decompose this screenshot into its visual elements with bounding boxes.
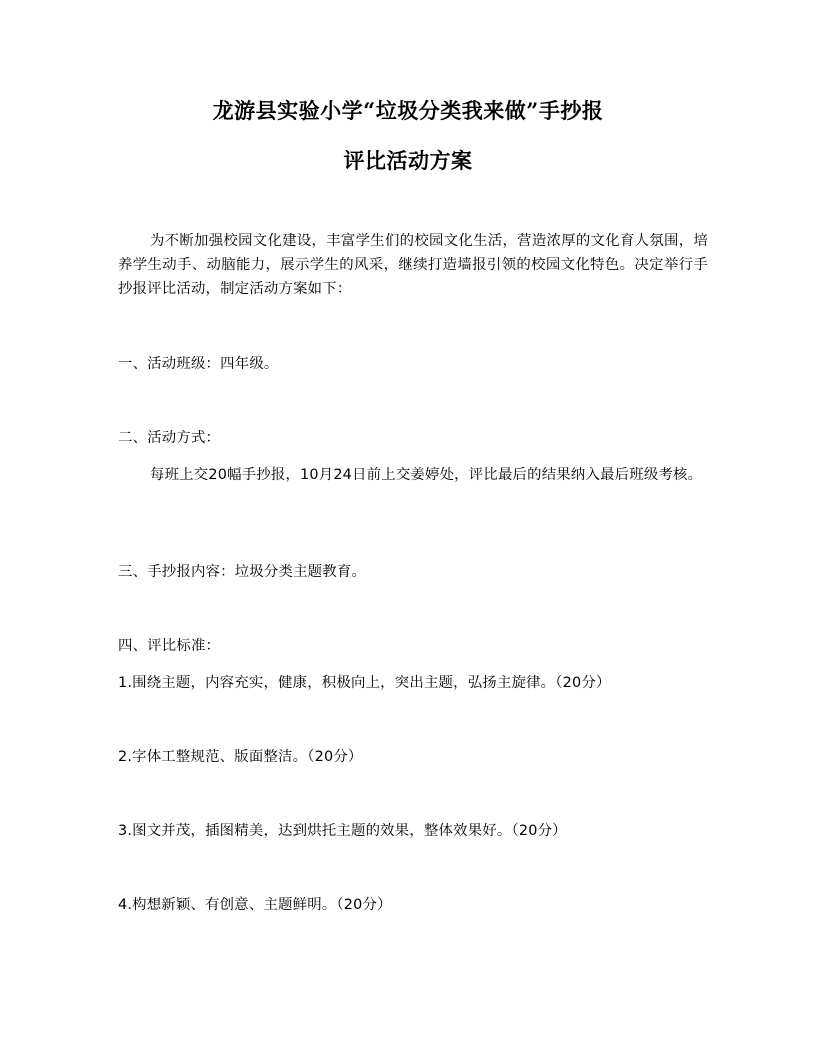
- section-activity-class: 一、活动班级：四年级。: [118, 356, 279, 372]
- criteria-item-4: 4.构想新颖、有创意、主题鲜明。（20分）: [118, 897, 392, 913]
- criteria-item-1: 1.围绕主题，内容充实，健康，积极向上，突出主题，弘扬主旋律。（20分）: [118, 675, 611, 691]
- document-title-line2: 评比活动方案: [343, 148, 473, 173]
- section-activity-method-heading: 二、活动方式：: [118, 430, 221, 446]
- intro-paragraph: 为不断加强校园文化建设，丰富学生们的校园文化生活，营造浓厚的文化育人氛围，培养学生动手、动脑能力，展示学生的风采，继续打造墙报引领的校园文化特色。决定举行手抄报评比活动，制定活动方案如下：: [118, 233, 708, 297]
- section-activity-method-body: 每班上交20幅手抄报，10月24日前上交姜婷处，评比最后的结果纳入最后班级考核。: [150, 467, 703, 483]
- section-criteria-heading: 四、评比标准：: [118, 638, 221, 654]
- document-title-line1: 龙游县实验小学“垃圾分类我来做”手抄报: [212, 98, 604, 123]
- criteria-item-2: 2.字体工整规范、版面整洁。（20分）: [118, 749, 363, 765]
- section-content: 三、手抄报内容：垃圾分类主题教育。: [118, 564, 367, 580]
- criteria-item-3: 3.图文并茂，插图精美，达到烘托主题的效果，整体效果好。（20分）: [118, 823, 567, 839]
